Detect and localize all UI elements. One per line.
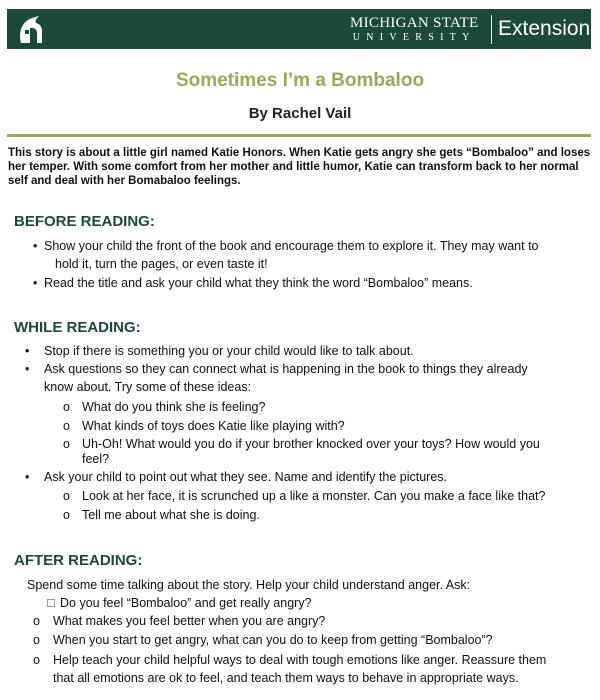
while-reading-heading: WHILE READING: (14, 319, 141, 336)
while-item-2-cont: know about. Try some of these ideas: (44, 380, 252, 394)
bullet-circle: o (33, 614, 40, 628)
checkbox-square-icon (47, 599, 55, 607)
university-wordmark (350, 16, 478, 44)
bullet-circle: o (63, 419, 70, 433)
after-item-4-cont: that all emotions are ok to feel, and teach them ways to behave in appropriate ways. (53, 671, 519, 685)
bullet-circle: o (33, 633, 40, 647)
while-subitem-3-cont: feel? (82, 452, 110, 466)
extension-wordmark: Extension (498, 17, 591, 40)
while-subitem-2: What kinds of toys does Katie like playing with? (82, 419, 345, 433)
while-subitem-5: Tell me about what she is doing. (82, 508, 260, 522)
bullet-circle: o (63, 437, 70, 451)
page-header (7, 9, 591, 49)
university-name-line2: UNIVERSITY (352, 32, 476, 43)
title-rule (7, 134, 591, 137)
after-item-4: Help teach your child helpful ways to deal with tough emotions like anger. Reassure them (53, 653, 547, 667)
while-item-3: Ask your child to point out what they see. Name and identify the pictures. (44, 470, 447, 484)
book-title: Sometimes I’m a Bombaloo (175, 70, 425, 91)
after-item-1: Do you feel “Bombaloo” and get really angry? (60, 596, 312, 610)
header-divider (491, 15, 492, 44)
while-item-1: Stop if there is something you or your child would like to talk about. (44, 344, 414, 358)
while-subitem-1: What do you think she is feeling? (82, 400, 266, 414)
bullet-dot: • (33, 239, 38, 253)
before-reading-heading: BEFORE READING: (14, 213, 155, 230)
while-item-2: Ask questions so they can connect what is happening in the book to things they already (44, 362, 528, 376)
bullet-circle: o (63, 489, 70, 503)
after-reading-heading: AFTER READING: (14, 552, 143, 569)
while-subitem-3: Uh-Oh! What would you do if your brother knocked over your toys? How would you (82, 437, 540, 451)
after-item-2: What makes you feel better when you are angry? (53, 614, 326, 628)
while-subitem-4: Look at her face, it is scrunched up a like a monster. Can you make a face like that? (82, 489, 546, 503)
after-item-3: When you start to get angry, what can you do to keep from getting “Bombaloo”? (53, 633, 493, 647)
university-name-line1: MICHIGAN STATE (350, 15, 479, 31)
book-author: By Rachel Vail (248, 105, 352, 122)
spartan-helmet-icon (16, 13, 46, 47)
bullet-dot: • (25, 362, 30, 376)
story-summary: This story is about a little girl named Katie Honors. When Katie gets angry she gets “Bombaloo” and loses her temper. With some comfort from her mother and little humor, Katie can transform back to her normal self and deal with her Bomabaloo feelings. (8, 147, 591, 187)
bullet-circle: o (63, 400, 70, 414)
before-item-1: Show your child the front of the book and encourage them to explore it. They may want to (44, 239, 539, 253)
bullet-dot: • (25, 344, 30, 358)
before-item-1-cont: hold it, turn the pages, or even taste it! (55, 257, 268, 271)
bullet-dot: • (25, 470, 30, 484)
after-intro: Spend some time talking about the story. Help your child understand anger. Ask: (27, 578, 471, 592)
bullet-circle: o (63, 508, 70, 522)
bullet-circle: o (33, 653, 40, 667)
bullet-dot: • (33, 276, 38, 290)
before-item-2: Read the title and ask your child what they think the word “Bombaloo” means. (44, 276, 473, 290)
